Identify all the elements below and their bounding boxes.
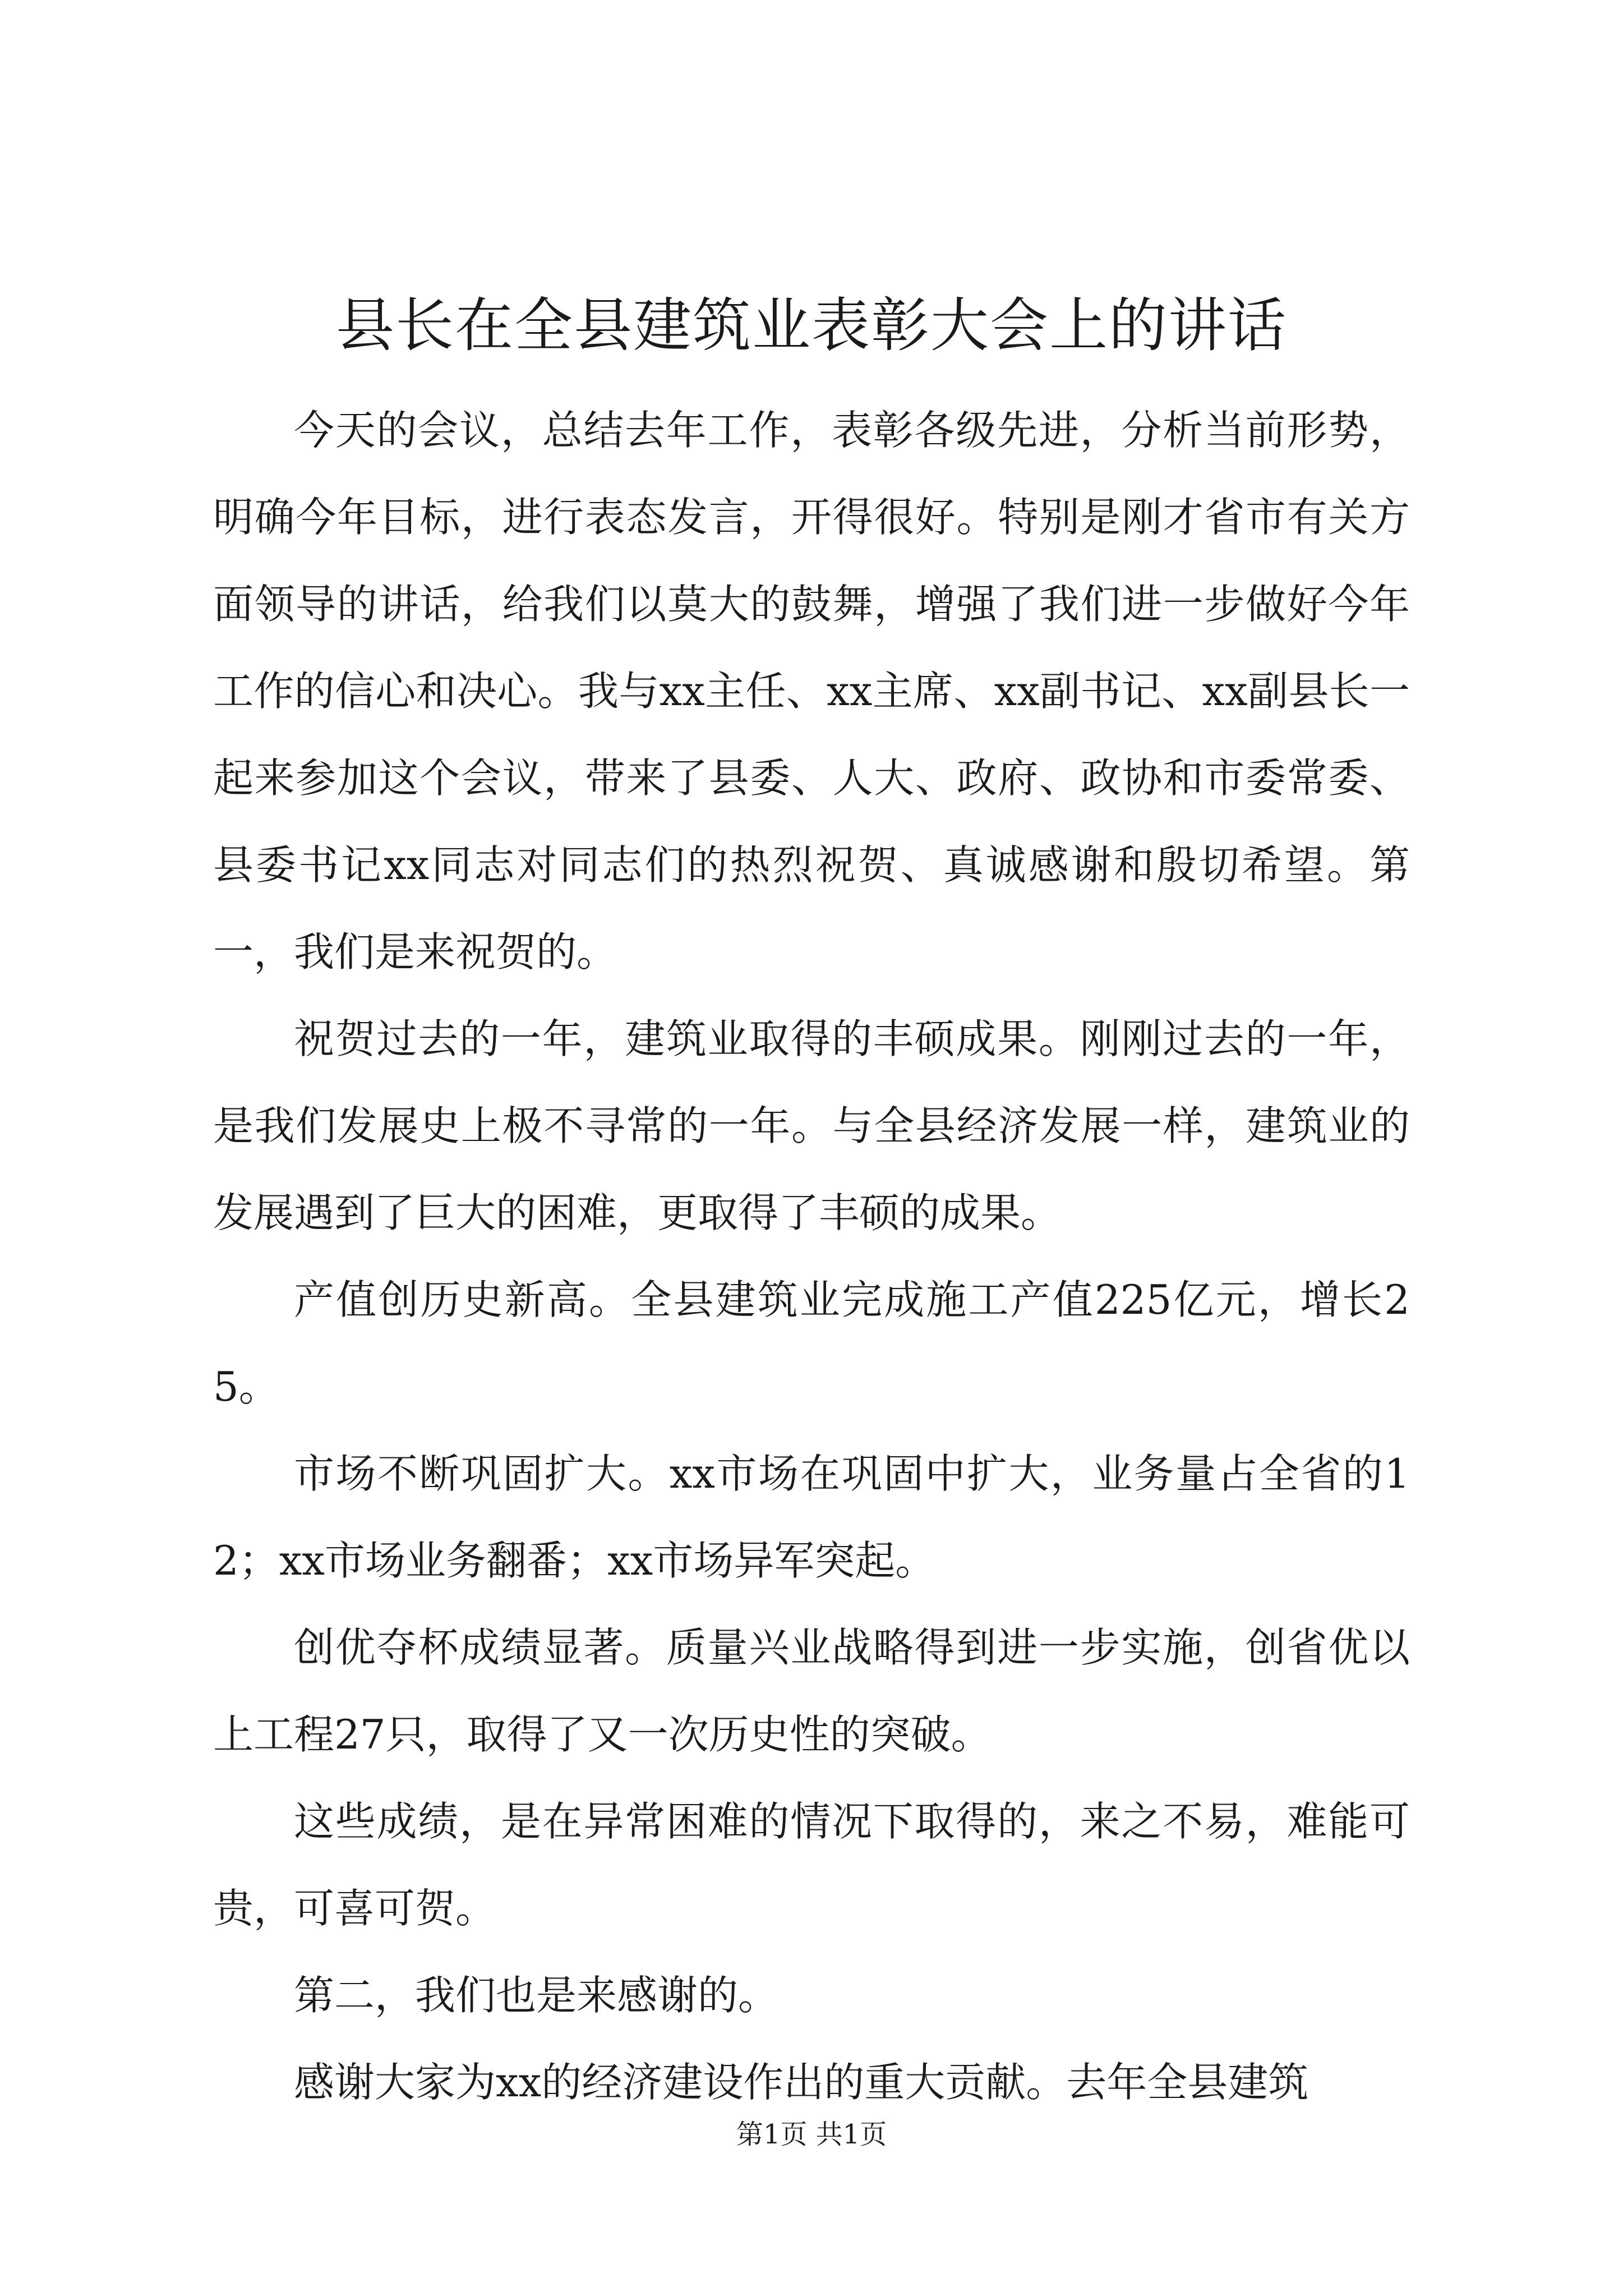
paragraph: 感谢大家为xx的经济建设作出的重大贡献。去年全县建筑: [294, 2059, 1309, 2106]
paragraph: 市场不断巩固扩大。xx市场在巩固中扩大，业务量占全省的12；xx市场业务翻番；xx市场异军突起。: [213, 1450, 1410, 1584]
paragraph: 今天的会议，总结去年工作，表彰各级先进，分析当前形势，明确今年目标，进行表态发言，开得很好。特别是刚才省市有关方面领导的讲话，给我们以莫大的鼓舞，增强了我们进一步做好今年工作的信心和决心。我与xx主任、xx主席、xx副书记、xx副县长一起来参加这个会议，带来了县委、人大、政府、政协和市委常委、县委书记xx同志对同志们的热烈祝贺、真诚感谢和殷切希望。第一，我们是来祝贺的。: [213, 407, 1410, 976]
paragraph: 产值创历史新高。全县建筑业完成施工产值225亿元，增长25。: [213, 1276, 1410, 1410]
page-number-footer: 第1页 共1页: [736, 2119, 887, 2150]
paragraph: 这些成绩，是在异常困难的情况下取得的，来之不易，难能可贵，可喜可贺。: [213, 1798, 1410, 1932]
paragraph: 祝贺过去的一年，建筑业取得的丰硕成果。刚刚过去的一年，是我们发展史上极不寻常的一年。与全县经济发展一样，建筑业的发展遇到了巨大的困难，更取得了丰硕的成果。: [213, 1015, 1410, 1236]
paragraph: 创优夺杯成绩显著。质量兴业战略得到进一步实施，创省优以上工程27只，取得了又一次历史性的突破。: [213, 1624, 1410, 1758]
paragraph: 第二，我们也是来感谢的。: [294, 1972, 779, 2019]
document-body: [213, 387, 1410, 2126]
document-title: 县长在全县建筑业表彰大会上的讲话: [335, 291, 1287, 360]
